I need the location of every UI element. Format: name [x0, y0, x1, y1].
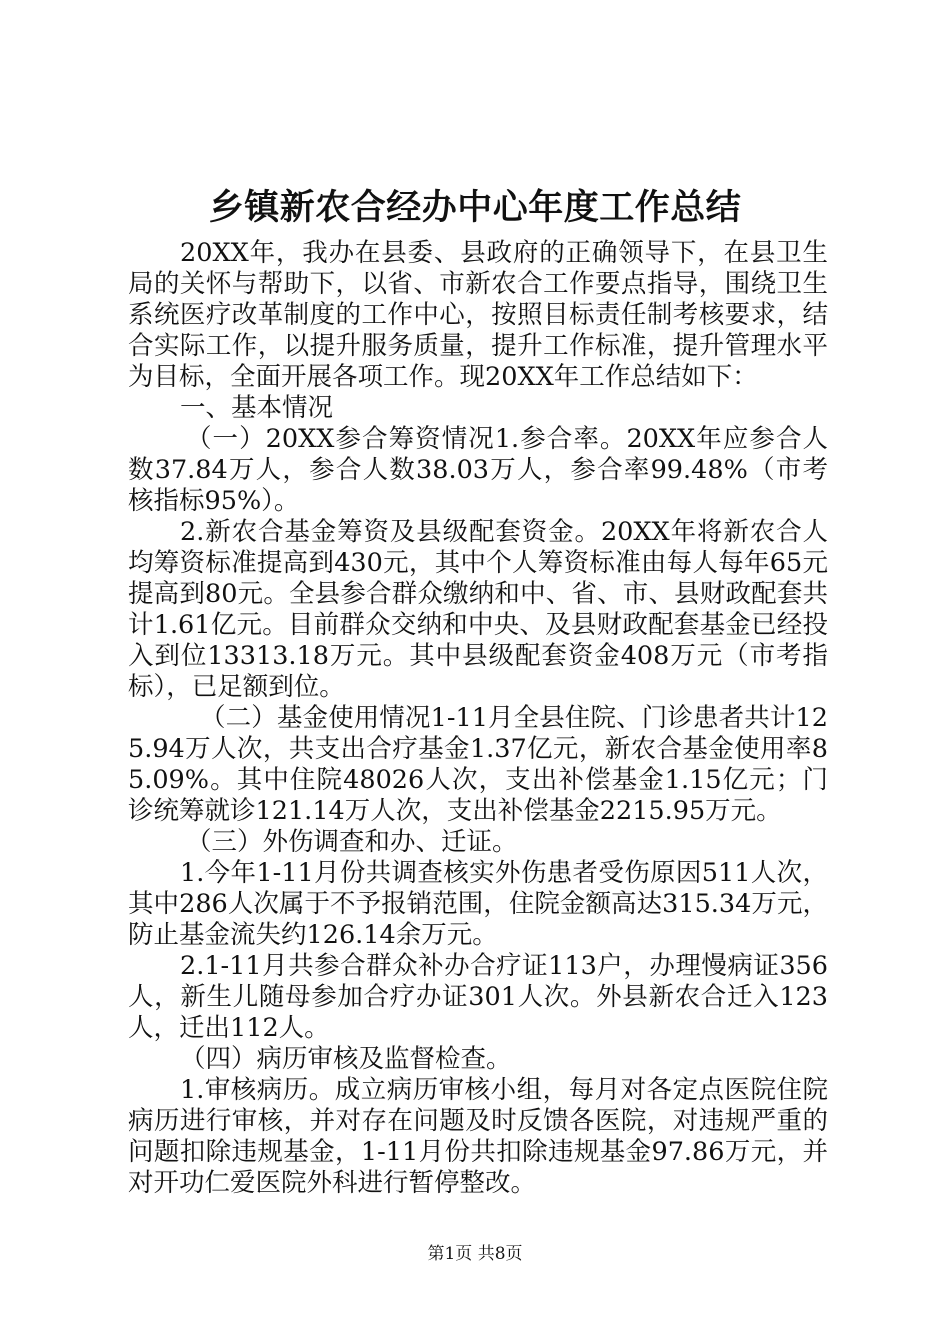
paragraph-fund-usage: （二）基金使用情况1-11月全县住院、门诊患者共计125.94万人次，共支出合疗基金1.37亿元，新农合基金使用率85.09%。其中住院48026人次，支出补偿基金1.15亿元；门诊统筹就诊121.14万人次，支出补偿基金2215.95万元。 [128, 703, 828, 826]
section-heading-review: （四）病历审核及监督检查。 [180, 1044, 512, 1074]
document-title: 乡镇新农合经办中心年度工作总结 [208, 187, 742, 228]
section-heading-injury: （三）外伤调查和办、迁证。 [186, 827, 518, 857]
paragraph-injury-investigation: 1.今年1-11月份共调查核实外伤患者受伤原因511人次，其中286人次属于不予报销范围，住院金额高达315.34万元，防止基金流失约126.14余万元。 [128, 858, 828, 950]
paragraph-funding-rate: （一）20XX参合筹资情况1.参合率。20XX年应参合人数37.84万人，参合人数38.03万人，参合率99.48%（市考核指标95%）。 [128, 424, 828, 516]
paragraph-certificates: 2.1-11月共参合群众补办合疗证113户，办理慢病证356人，新生儿随母参加合疗办证301人次。外县新农合迁入123人，迁出112人。 [128, 951, 828, 1043]
document-body [128, 238, 828, 1199]
section-heading-basic: 一、基本情况 [180, 393, 334, 423]
intro-paragraph: 20XX年，我办在县委、县政府的正确领导下，在县卫生局的关怀与帮助下，以省、市新农合工作要点指导，围绕卫生系统医疗改革制度的工作中心，按照目标责任制考核要求，结合实际工作，以提升服务质量，提升工作标准，提升管理水平为目标，全面开展各项工作。现20XX年工作总结如下： [128, 238, 828, 392]
page-footer: 第1页 共8页 [427, 1244, 523, 1264]
paragraph-record-review: 1.审核病历。成立病历审核小组，每月对各定点医院住院病历进行审核，并对存在问题及时反馈各医院，对违规严重的问题扣除违规基金，1-11月份共扣除违规基金97.86万元，并对开功仁爱医院外科进行暂停整改。 [128, 1075, 828, 1198]
paragraph-fund-raising: 2.新农合基金筹资及县级配套资金。20XX年将新农合人均筹资标准提高到430元，其中个人筹资标准由每人每年65元提高到80元。全县参合群众缴纳和中、省、市、县财政配套共计1.61亿元。目前群众交纳和中央、及县财政配套基金已经投入到位13313.18万元。其中县级配套资金408万元（市考指标），已足额到位。 [128, 517, 828, 702]
